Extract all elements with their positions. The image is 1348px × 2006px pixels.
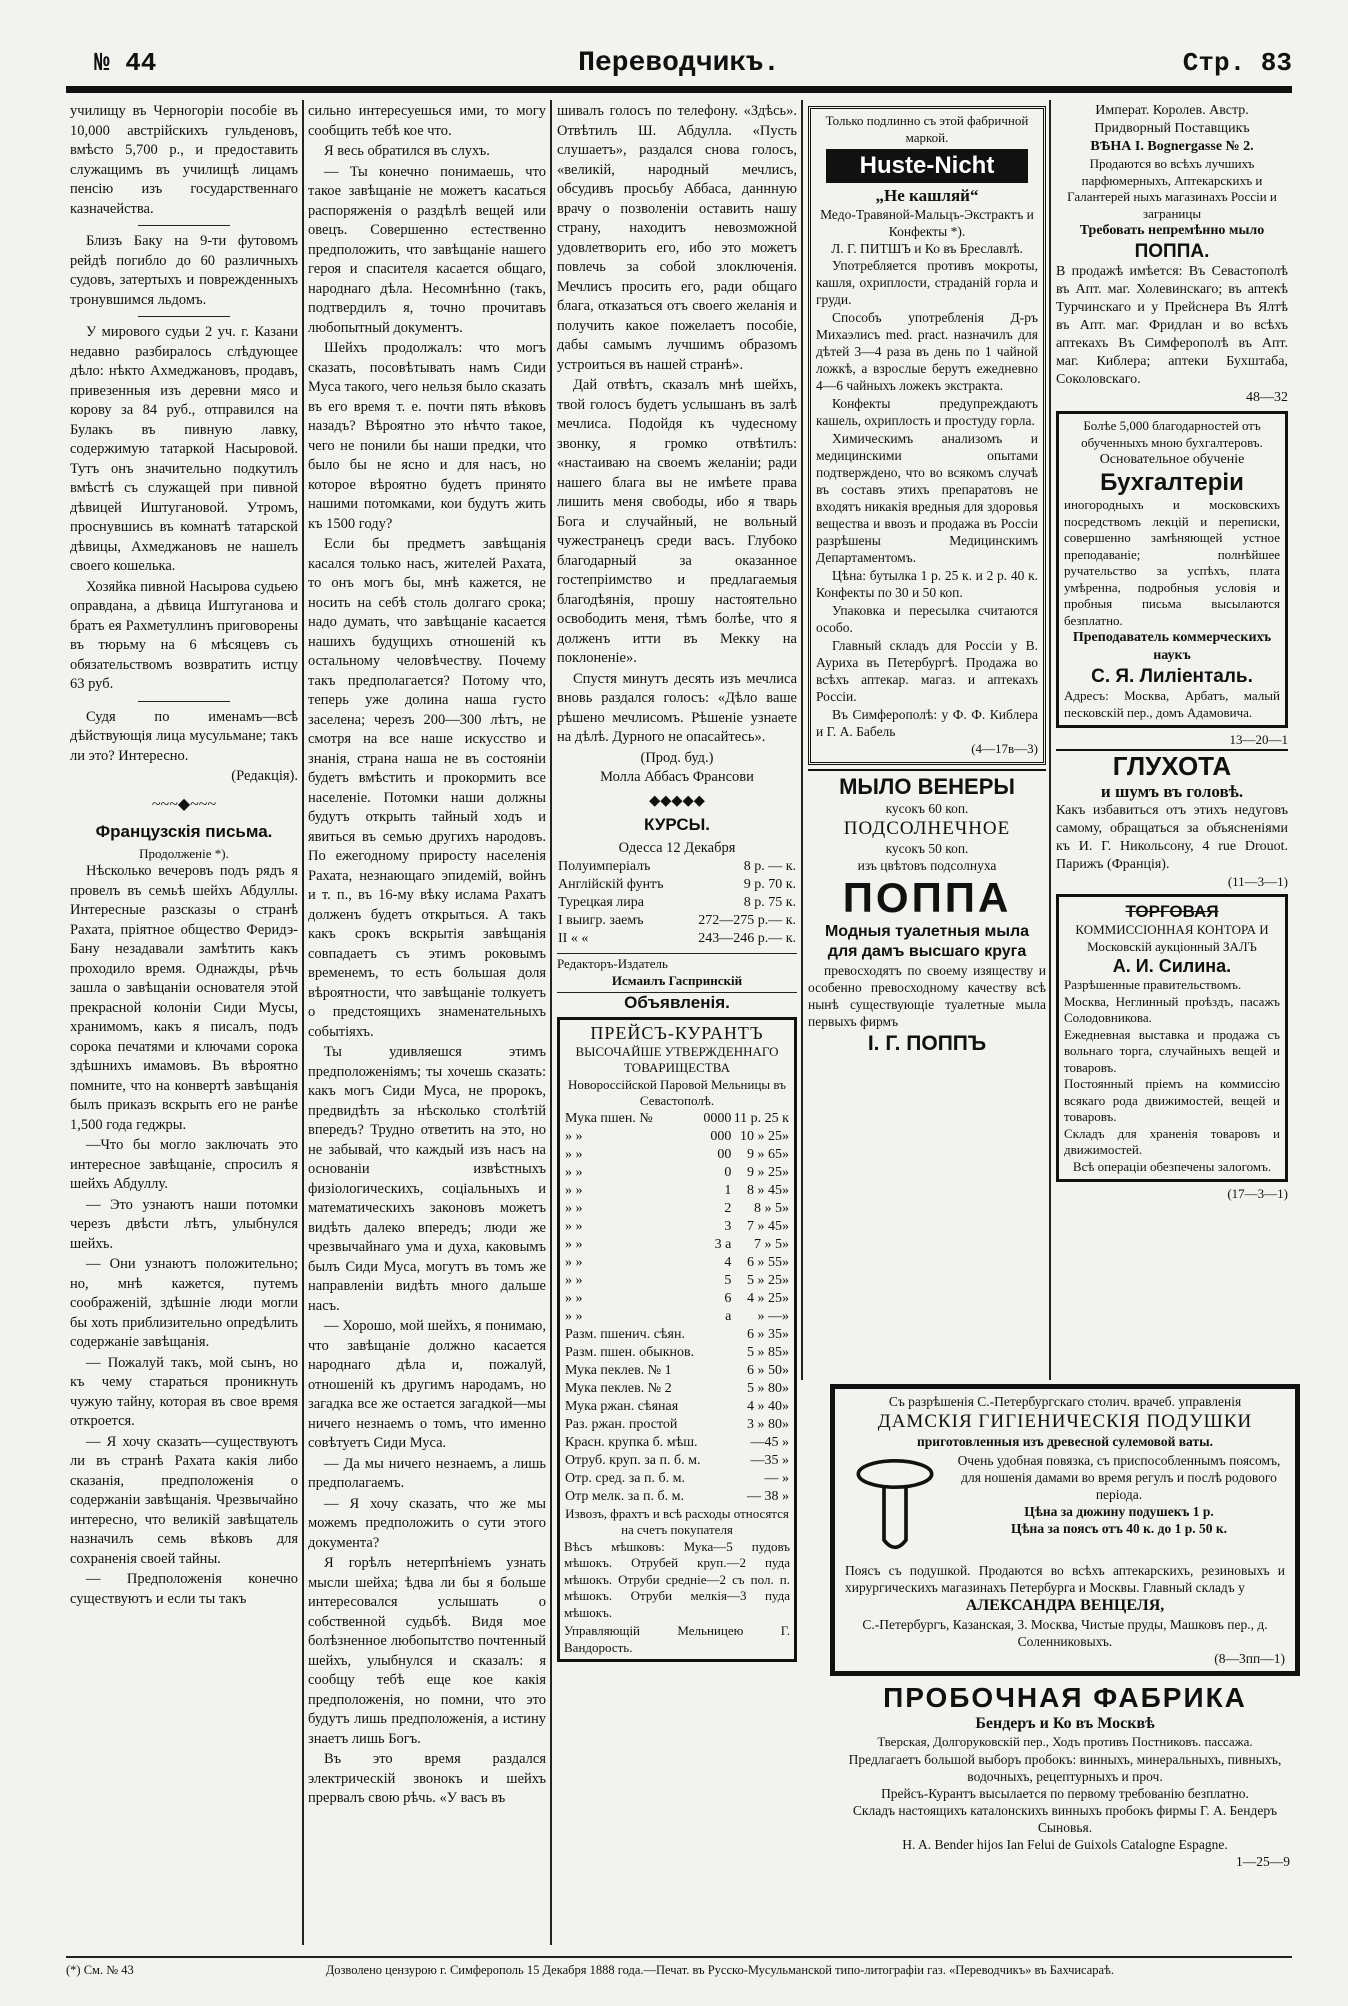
- table-row: [564, 1308, 790, 1326]
- signature: (Редакція).: [231, 768, 298, 784]
- firm-name: I. Г. ПОППЪ: [867, 1031, 987, 1055]
- article-paragraph: шивалъ голосъ по телефону. «Здѣсь». Отвѣтилъ Ш. Абдулла. «Пусть слушаетъ», раздался снова голосъ, «великій, народный мечлисъ, обсудивъ просьбу Аббаса, даннную врачу о позволеніи оставить нашу страну, находитъ невозможной удовлетворить его, ибо это можетъ повлечь за собой злоключенія. Мечлисъ просить его, ради общаго блага, отказаться отъ своего желанія и получить какое пожелаетъ пособіе, дабы самымъ лучшимъ образомъ устроиться въ нашей странѣ».: [557, 103, 797, 373]
- column-5: [1052, 102, 1292, 1203]
- grade: 0: [724, 1164, 732, 1180]
- article-paragraph: Дай отвѣтъ, сказалъ мнѣ шейхъ, твой голосъ будетъ услышанъ въ залѣ мечлиса. Подойдя къ чудесному звонку, я громко отвѣтилъ: «настаиваю на своемъ желаніи; ради нашего блага вы не имѣете права лишить меня свободы, ибо я тварь Бога и случайный, не вольный чужестранецъ среди васъ. Глубоко благодарный за оказанное гостепріимство и предлагаемыя благодѣянія, прошу настоятельно освободить меня, тѣмъ болѣе, что я долженъ итти въ Мекку на поклоненіе».: [557, 377, 797, 666]
- price: 6 » 50»: [747, 1362, 789, 1378]
- table-row: [564, 1344, 790, 1362]
- product: » »: [565, 1290, 583, 1306]
- ad-text: Ежедневная выставка и продажа съ вольнаго торга, случайныхъ вещей и товаровъ.: [1064, 1026, 1280, 1075]
- ad-text: иногородныхъ и московскихъ посредствомъ лекцій и переписки, совершенно замѣняющей устное преподаваніе; полнѣйшее ручательство за успѣхъ, плата умѣренна, подробныя условія и пробныя письма высылаются безплатно.: [1064, 497, 1280, 628]
- ad-text: приготовленныя изъ древесной сулемовой ваты.: [917, 1434, 1213, 1449]
- article-paragraph: — Они узнаютъ положительно; но, мнѣ кажется, путемъ соображеній, здѣшніе люди могли бы хоть приблизительно опредѣлить содержаніе завѣщанія.: [70, 1256, 298, 1350]
- ad-text: В продажѣ имѣется: Въ Севастополѣ въ Апт. маг. Холевинскаго; въ аптекѣ Турчинскаго и у Прейснера Въ Ялтѣ въ Апт. маг. Фридлан и во всѣхъ аптекахъ Въ Симферополѣ въ Апт. маг. Киблера; аптеки Бухштаба, Соколовскаго.: [1056, 264, 1288, 387]
- grade: [702, 1452, 732, 1470]
- price: 8 » 45»: [747, 1182, 789, 1198]
- product: » »: [565, 1164, 583, 1180]
- deafness-title: ГЛУХОТА: [1056, 749, 1288, 781]
- trade-name: А. И. Силина.: [1112, 956, 1232, 976]
- price: 6 » 35»: [747, 1326, 789, 1342]
- currency: Англійскій фунтъ: [558, 877, 664, 892]
- article-paragraph: Въ это время раздался электрическій звонокъ и шейхъ прервалъ свою рѣчь. «У васъ въ: [308, 1751, 546, 1806]
- product-name: „Не кашляй“: [875, 186, 979, 205]
- price: — 38 »: [747, 1488, 789, 1504]
- product: Отр. сред. за п. б. м.: [565, 1470, 685, 1486]
- column-divider: [550, 100, 552, 1945]
- grade: 0000: [703, 1110, 732, 1126]
- price: 7 » 45»: [747, 1218, 789, 1234]
- ad-code: 48—32: [1246, 390, 1288, 405]
- grade: 3 а: [714, 1236, 732, 1252]
- article-paragraph: —Что бы могло заключать это интересное завѣщаніе, спросилъ я шейхъ Абдуллу.: [70, 1137, 298, 1192]
- price: 8 » 5»: [754, 1200, 789, 1216]
- ad-address: ВѢНА I. Bognergasse № 2.: [1090, 139, 1254, 154]
- poppa-soap-ad: [808, 769, 1046, 1057]
- article-paragraph: — Хорошо, мой шейхъ, я понимаю, что завѣщаніе должно касается народнаго дѣла и, пожалуй, отношеній къ другимъ народамъ, но загадка все же остается загадкой—мы ничего незнаемъ о томъ, что именно совѣтуетъ Сиди Муса.: [308, 1318, 546, 1451]
- article-paragraph: Близъ Баку на 9-ти футовомъ рейдѣ погибло до 60 различныхъ судовъ, затертыхъ и поврежденныхъ тронувшимся льдомъ.: [70, 233, 298, 308]
- table-row: [557, 930, 797, 948]
- ornament: ~~~◆~~~: [151, 795, 217, 813]
- product: Отруб. круп. за п. б. м.: [565, 1452, 701, 1468]
- ads-heading: Объявленія.: [557, 992, 797, 1013]
- table-row: [564, 1128, 790, 1146]
- teacher-name: С. Я. Лиліенталь.: [1091, 666, 1253, 687]
- price: Цѣна за дюжину подушекъ 1 р.: [1024, 1504, 1214, 1519]
- article-paragraph: — Пожалуй такъ, мой сынъ, но къ чему стараться проникнуть чужую тайну, которая въ свое время откроется.: [70, 1354, 298, 1429]
- table-row: [557, 858, 797, 876]
- censor-line: Дозволено цензурою г. Симферополь 15 Декабря 1888 года.—Печат. въ Русско-Мусульманской типо-литографіи газ. «Переводчикъ» въ Бахчисараѣ.: [325, 1963, 1115, 1977]
- column-2: [304, 102, 550, 1810]
- article-paragraph: У мирового судьи 2 уч. г. Казани недавно разбиралось слѣдующее дѣло: нѣкто Ахмеджановъ, продавъ, привезенныя изъ деревни мясо и корову за 84 руб., отправился на Булакъ въ пивную лавку, содержимую татаркой Насыровой. Тутъ онъ значительно подкутилъ вмѣстѣ съ служащей при пивной дѣвицей Иштугановой. Утромъ, проснувшись въ комнатѣ татарской дѣвицы, Ахмеджановъ не нашелъ своего кошелька.: [70, 324, 298, 574]
- firm-name: АЛЕКСАНДРА ВЕНЦЕЛЯ,: [965, 1597, 1165, 1614]
- section-title: Французскія письма.: [95, 822, 273, 841]
- ad-text: Разрѣшенные правительствомъ.: [1064, 977, 1242, 992]
- ad-text: Болѣе 5,000 благодарностей отъ обученныхъ мною бухгалтеровъ.: [1081, 418, 1263, 450]
- price: 9 » 65»: [747, 1146, 789, 1162]
- article-paragraph: — Да мы ничего незнаемъ, а лишь предполагаемъ.: [308, 1455, 546, 1491]
- price: 5 » 85»: [747, 1344, 789, 1360]
- footnote: (*) См. № 43: [66, 1963, 134, 1977]
- ad-code: (17—3—1): [1227, 1186, 1288, 1201]
- belt-illustration-icon: [845, 1452, 945, 1562]
- ad-code: (4—17в—3): [971, 741, 1038, 756]
- product: » »: [565, 1308, 583, 1324]
- cork-title: ПРОБОЧНАЯ ФАБРИКА: [883, 1682, 1247, 1713]
- article-paragraph: Если бы предметъ завѣщанія касался только насъ, жителей Рахата, то онъ могъ бы, мнѣ кажется, не носить на себѣ столь долгаго срока; надо думать, что завѣщаніе касается нашихъ будущихъ отношеній къ остальному человѣчеству. Почему такъ предполагается? Потому что, теперь уже долина наша густо заселена; черезъ 200—300 лѣтъ, не смотря на все наше искусство и знанія, страна наша не въ состояніи будетъ вмѣстить и прокормить все населеніе. Потомки наши должны будутъ открыть тайный ходъ и явиться въ семью другихъ народовъ. По ежегодному приросту населенія Рахата, незнающаго эпидемій, войнъ и т. п., въ 16-му вѣку ислама Рахатъ долженъ будетъ открыться. А такъ какъ срокъ вскрытія завѣщанія совпадаетъ съ этимъ роковымъ временемъ, то есть большая доля вѣроятности, что завѣщаніе толкуетъ о предстоящихъ знаменательныхъ событіяхъ.: [308, 536, 546, 1040]
- issue-number: № 44: [94, 48, 157, 78]
- editor-name: Исмаилъ Гаспринскій: [611, 972, 743, 988]
- price: 10 » 25»: [740, 1128, 789, 1144]
- price: —35 »: [750, 1452, 789, 1468]
- cork-factory-ad: [830, 1682, 1300, 1874]
- ad-text: Цѣна: бутылка 1 р. 25 к. и 2 р. 40 к. Конфекты по 30 и 50 коп.: [816, 568, 1038, 600]
- article-paragraph: Судя по именамъ—всѣ дѣйствующія лица мусульмане; такъ ли это? Интересно.: [70, 708, 298, 764]
- ad-text: Продаются во всѣхъ лучшихъ парфюмерныхъ, Аптекарскихъ и Галантерей ныхъ магазинахъ Россіи и заграницы: [1067, 156, 1277, 221]
- price: —45 »: [750, 1434, 789, 1450]
- ad-code: (11—3—1): [1227, 873, 1288, 889]
- product: » »: [565, 1236, 583, 1252]
- product: » »: [565, 1182, 583, 1198]
- grade: 3: [724, 1218, 732, 1234]
- product: Разм. пшен. обыкнов.: [565, 1344, 695, 1360]
- table-row: [557, 876, 797, 894]
- courses-date: Одесса 12 Декабря: [618, 839, 736, 856]
- table-row: [564, 1146, 790, 1164]
- rate: 8 р. 75 к.: [743, 895, 796, 910]
- trade-title: ТОРГОВАЯ: [1125, 902, 1219, 921]
- table-row: [564, 1236, 790, 1254]
- column-3: [553, 102, 801, 1666]
- ad-text: H. A. Bender hijos Ian Felui de Guixols Catalogne Espagne.: [902, 1836, 1228, 1852]
- ad-text: Химическимъ анализомъ и медицинскими опытами подтверждено, что во всякомъ случаѣ въ составъ этихъ препаратовъ не входятъ никакія вредныя для здоровья вещества и ввозъ и продажа въ Россіи разрѣшены Медицинскимъ Департаментомъ.: [816, 431, 1038, 565]
- product: Красн. крупка б. мѣш.: [565, 1434, 698, 1450]
- article-paragraph: сильно интересуешься ими, то могу сообщить тебѣ кое что.: [308, 103, 546, 139]
- ad-text: Въ Симферополѣ: у Ф. Ф. Киблера и Г. А. Бабель: [816, 707, 1038, 739]
- product: Мука пшен. №: [565, 1110, 653, 1126]
- price: » —»: [757, 1308, 789, 1324]
- article-paragraph: Нѣсколько вечеровъ подъ рядъ я провелъ въ семьѣ шейхъ Абдуллы. Интересные разсказы о странѣ Рахата, пріятное общество Феридэ-Бану незадавали замѣтить какъ проходило время. Однажды, рѣчь зашла о завѣщаніи основателя этой прекрасной колоніи Сиди Мусы, хранимомъ, какъ я писалъ, подъ сорока печатями и ключами сорока здѣшнихъ имамовъ. Въ вѣроятно помните, что на конвертѣ завѣщанія былъ приказъ вскрыть его не ранѣе 1,500 года геджры.: [70, 863, 298, 1133]
- column-4: [804, 102, 1050, 1057]
- table-row: [564, 1470, 790, 1488]
- ad-text: Съ разрѣшенія С.-Петербургскаго столич. врачеб. управленія: [888, 1394, 1242, 1409]
- grade: [702, 1488, 732, 1506]
- editor-label: Редакторъ-Издатель: [557, 953, 797, 973]
- price-table: [564, 1110, 790, 1506]
- ad-address: Адресъ: Москва, Арбатъ, малый песковскій пер., домъ Адамовича.: [1064, 688, 1280, 720]
- deafness-subtitle: и шумъ въ головѣ.: [1100, 781, 1244, 801]
- rate: 9 р. 70 к.: [743, 877, 796, 892]
- poppa-name: ПОППА.: [1134, 241, 1210, 262]
- ad-text: Постоянный пріемъ на коммиссію всякаго рода движимостей, вещей и товаровъ.: [1064, 1076, 1280, 1124]
- price: 5 » 80»: [747, 1380, 789, 1396]
- price: 4 » 25»: [747, 1290, 789, 1306]
- price: 4 » 40»: [747, 1398, 789, 1414]
- exchange-rates-table: [557, 858, 797, 948]
- table-row: [564, 1218, 790, 1236]
- product: » »: [565, 1254, 583, 1270]
- bookkeeping-ad: [1056, 411, 1288, 728]
- column-1: [66, 102, 302, 1610]
- soap-title: МЫЛО ВЕНЕРЫ: [839, 773, 1015, 799]
- price: 11 р. 25 к: [733, 1110, 789, 1126]
- masthead-rule: [66, 86, 1292, 93]
- grade: 1: [724, 1182, 732, 1198]
- column-divider: [801, 100, 803, 1380]
- grade: 4: [724, 1254, 732, 1270]
- grade: а: [725, 1308, 732, 1324]
- currency: I выигр. заемъ: [558, 913, 644, 928]
- product: Мука ржан. сѣяная: [565, 1398, 679, 1414]
- ad-text: Поясъ съ подушкой. Продаются во всѣхъ аптекарскихъ, резиновыхъ и хирургическихъ магазинахъ Петербурга и Москвы. Главный складъ у: [845, 1563, 1285, 1595]
- wide-ads: [830, 1384, 1300, 1880]
- page-number: Стр. 83: [1182, 48, 1292, 78]
- table-row: [564, 1452, 790, 1470]
- article-paragraph: — Ты конечно понимаешь, что такое завѣщаніе не можетъ касаться распоряженія о раздѣлѣ вещей или овецъ. Совершенно естественно предположить, что завѣщаніе нашего героя и спасителя касается общаго, народнаго дѣла. Несомнѣнно (такъ, подтвердилъ я, точно прочитавъ любопытный документъ.: [308, 163, 546, 336]
- rate: 272—275 р.— к.: [698, 913, 796, 928]
- rate: 243—246 р.— к.: [698, 931, 796, 946]
- ad-text: Предлагаетъ большой выборъ пробокъ: винныхъ, минеральныхъ, пивныхъ, водочныхъ, рецептурныхъ и проч.: [848, 1751, 1282, 1784]
- ad-top: Только подлинно съ этой фабричной маркой.: [825, 113, 1029, 145]
- grade: 2: [724, 1200, 732, 1216]
- product: » »: [565, 1128, 583, 1144]
- currency: Турецкая лира: [558, 895, 644, 910]
- ad-text: Всѣ операціи обезпечены залогомъ.: [1072, 1158, 1272, 1174]
- ad-text: Императ. Королев. Австр. Придворный Поставщикъ: [1094, 103, 1250, 136]
- article-paragraph: Спустя минутъ десять изъ мечлиса вновь раздался голосъ: «Дѣло ваше рѣшено мечлисомъ. Рѣшеніе узнаете на дѣлѣ. Дурного не опасайтесь».: [557, 670, 797, 745]
- author: Молла Аббасъ Франсови: [600, 769, 754, 785]
- article-paragraph: училищу въ Черногоріи пособіе въ 10,000 австрійскихъ гульденовъ, вмѣсто 5,700 р., и предоставить служащимъ въ училищѣ лицамъ пенсію изъ государственнаго казначейства.: [70, 103, 298, 217]
- product: Мука пеклев. № 1: [565, 1362, 672, 1378]
- table-row: [564, 1488, 790, 1506]
- page-footer: [66, 1956, 1292, 1978]
- product: » »: [565, 1218, 583, 1234]
- ad-text: Требовать непремѣнно мыло: [1079, 223, 1265, 238]
- sunflower-title: ПОДСОЛНЕЧНОЕ: [843, 817, 1011, 839]
- price-signature: Управляющій Мельницею Г. Вандорость.: [564, 1623, 790, 1655]
- price-list-title: ПРЕЙСЪ-КУРАНТЪ: [590, 1022, 764, 1043]
- product: Отр мелк. за п. б. м.: [565, 1488, 684, 1504]
- table-row: [564, 1110, 790, 1128]
- pillow-title: ДАМСКІЯ ГИГІЕНИЧЕСКІЯ ПОДУШКИ: [877, 1411, 1253, 1432]
- table-row: [564, 1254, 790, 1272]
- table-row: [564, 1182, 790, 1200]
- sunflower-price: кусокъ 50 коп.: [885, 840, 969, 856]
- auction-ad: [1056, 894, 1288, 1182]
- huste-nicht-ad: [808, 106, 1046, 765]
- ad-code: (8—3пп—1): [1214, 1651, 1285, 1666]
- price-note: Извозъ, фрахтъ и всѣ расходы относятся на счетъ покупателя: [565, 1505, 789, 1537]
- product: Мука пеклев. № 2: [565, 1380, 672, 1396]
- ad-text: превосходятъ по своему изяществу и особенно превосходному качеству всѣ нынѣ существующіе туалетные мыла первыхъ фирмъ: [808, 962, 1046, 1029]
- brand-logo: Huste-Nicht: [826, 149, 1028, 183]
- ad-text: Преподаватель коммерческихъ наукъ: [1072, 630, 1272, 663]
- ornament: ◆◆◆◆◆: [649, 792, 705, 809]
- ad-text: Главный складъ для Россіи у В. Ауриха въ Петербургѣ. Продажа во всѣхъ аптекар. магаз. и аптекахъ Россіи.: [816, 638, 1038, 704]
- table-row: [557, 894, 797, 912]
- ad-address: Тверская, Долгоруковскій пер., Ходъ противъ Постниковъ. пассажа.: [877, 1734, 1253, 1749]
- price-note: Вѣсъ мѣшковъ: Мука—5 пудовъ мѣшокъ. Отрубей круп.—2 пуда мѣшокъ. Отруби средніе—2 съ пол. п. мѣшокъ. Отруби мелкія—3 пуда мѣшокъ.: [564, 1538, 790, 1620]
- grade: [702, 1416, 732, 1434]
- grade: 6: [724, 1290, 732, 1306]
- table-row: [564, 1362, 790, 1380]
- ad-text: Бендеръ и Ко въ Москвѣ: [975, 1715, 1155, 1732]
- grade: 00: [717, 1146, 732, 1162]
- soap-price: кусокъ 60 коп.: [885, 800, 969, 816]
- table-row: [564, 1434, 790, 1452]
- table-row: [564, 1416, 790, 1434]
- table-row: [564, 1326, 790, 1344]
- article-paragraph: Шейхъ продолжалъ: что могъ сказать, посовѣтывать намъ Сиди Муса такого, чего нельзя было сказать въ его время т. е. почти пять вѣковъ назадъ? Вѣроятно это нѣчто такое, чего не понили бы наши предки, что было бы не ясно и для насъ, но которое вѣроятно будетъ принято нашими потомками, кои будутъ жить къ 1500 году?: [308, 340, 546, 532]
- article-paragraph: Я весь обратился въ слухъ.: [324, 143, 490, 159]
- newspaper-title: Переводчикъ.: [578, 48, 780, 79]
- ad-text: Способъ употребленія Д-ръ Михаэлисъ med. pract. назначилъ для дѣтей 3—4 раза въ день по 1 чайной ложкѣ, а взрослые берутъ ежедневно 4—6 чайныхъ ложекъ экстракта.: [816, 310, 1038, 393]
- ad-text: Конфекты предупреждаютъ кашель, охриплость и простуду горла.: [816, 396, 1038, 428]
- product: » »: [565, 1200, 583, 1216]
- ad-address: С.-Петербургъ, Казанская, 3. Москва, Чистые пруды, Машковъ пер., д. Соленниковыхъ.: [862, 1617, 1268, 1649]
- price-list-subtitle: ВЫСОЧАЙШЕ УТВЕРЖДЕННАГО ТОВАРИЩЕСТВА: [575, 1043, 779, 1075]
- grade: [702, 1398, 732, 1416]
- product: » »: [565, 1272, 583, 1288]
- table-row: [564, 1398, 790, 1416]
- ad-text: Какъ избавиться отъ этихъ недуговъ самому, обращаться за объясненіями къ И. Г. Никольсону, 4 rue Drouot. Парижъ (Франція).: [1056, 802, 1288, 872]
- price-list-ad: [557, 1017, 797, 1663]
- price: 6 » 55»: [747, 1254, 789, 1270]
- currency: II « «: [558, 931, 589, 946]
- price: 3 » 80»: [747, 1416, 789, 1432]
- product-desc: Медо-Травяной-Мальцъ-Экстрактъ и Конфекты *).: [820, 207, 1034, 239]
- grade: 5: [724, 1272, 732, 1288]
- product: Раз. ржан. простой: [565, 1416, 678, 1432]
- ad-text: Употребляется противъ мокроты, кашля, охриплости, страданій горла и груди.: [816, 258, 1038, 307]
- section-subtitle: Продолженіе *).: [139, 845, 229, 861]
- ad-text: Прейсъ-Курантъ высылается по первому требованію безплатно.: [881, 1785, 1249, 1801]
- ad-code: 13—20—1: [1229, 732, 1288, 747]
- article-paragraph: Я горѣлъ нетерпѣніемъ узнать мысли шейха; ѣдва ли бы я больше интересовался услышать о собственной судьбѣ. Видя мое болѣзненное любопытство почтенный шейхъ, улыбнулся и сказалъ: я сообщу тебѣ еще кое какія предположенія, но помни, что это будутъ лишь предположенія, а истину знаетъ лишь Богъ.: [308, 1555, 546, 1747]
- ad-text: КОММИССІОННАЯ КОНТОРА И Московскій аукціонный ЗАЛЪ: [1075, 922, 1269, 954]
- masthead: [66, 48, 1292, 88]
- table-row: [564, 1164, 790, 1182]
- sunflower-desc: изъ цвѣтовъ подсолнуха: [857, 857, 997, 873]
- poppa-logo: ПОППА: [842, 873, 1012, 921]
- price-list-subtitle-2: Новороссійской Паровой Мельницы въ Севастополѣ.: [568, 1076, 786, 1108]
- grade: [702, 1470, 732, 1488]
- ad-text: Основательное обученіе: [1099, 452, 1245, 467]
- article-paragraph: — Я хочу сказать, что же мы можемъ предположить о сути этого документа?: [308, 1495, 546, 1551]
- ad-code: 1—25—9: [1236, 1853, 1290, 1869]
- article-paragraph: — Это узнаютъ наши потомки черезъ двѣсти лѣтъ, улыбнулся шейхъ.: [70, 1196, 298, 1252]
- price: — »: [764, 1470, 789, 1486]
- price: Цѣна за поясъ отъ 40 к. до 1 р. 50 к.: [1010, 1521, 1228, 1536]
- grade: [702, 1326, 732, 1344]
- rate: 8 р. — к.: [743, 859, 796, 874]
- grade: [702, 1434, 732, 1452]
- maker: Л. Г. ПИТШЪ и Ко въ Бреславлѣ.: [831, 241, 1023, 256]
- ad-text: Складъ для храненія товаровъ и движимостей.: [1064, 1125, 1280, 1157]
- table-row: [564, 1272, 790, 1290]
- hygienic-pillow-ad: [830, 1384, 1300, 1676]
- currency: Полуимперіалъ: [558, 859, 651, 874]
- continued-note: (Прод. буд.): [640, 749, 714, 766]
- table-row: [564, 1290, 790, 1308]
- grade: [702, 1362, 732, 1380]
- article-paragraph: — Предположенія конечно существуютъ и если ты такъ: [70, 1571, 298, 1607]
- table-row: [564, 1200, 790, 1218]
- article-paragraph: — Я хочу сказать—существуютъ ли въ странѣ Рахата какія либо сказанія, предположенія о содержаніи завѣщанія. Чрезвычайно интересно, что великій завѣщатель назначилъ семь вѣковъ для сохраненія своей тайны.: [70, 1433, 298, 1567]
- price: 7 » 5»: [754, 1236, 789, 1252]
- bookkeeping-title: Бухгалтеріи: [1100, 469, 1244, 496]
- ad-text: Очень удобная повязка, съ приспособленнымъ поясомъ, для ношенія дамами во время регулъ и послѣ родового періода.: [957, 1453, 1281, 1502]
- price: 5 » 25»: [747, 1272, 789, 1288]
- toilet-soap-heading: Модныя туалетныя мыла для дамъ высшаго круга: [824, 922, 1030, 960]
- ad-text: Упаковка и пересылка считаются особо.: [816, 603, 1038, 635]
- table-row: [557, 912, 797, 930]
- product: » »: [565, 1146, 583, 1162]
- ad-text: Складъ настоящихъ каталонскихъ винныхъ пробокъ фирмы Г. А. Бендеръ Сыновья.: [852, 1802, 1278, 1835]
- article-paragraph: Хозяйка пивной Насырова судьею оправдана, а дѣвица Иштуганова и братъ ея Рахметуллинъ приговорены въ тюрьму на 6 мѣсяцевъ съ обязательствомъ возвратить истцу 63 руб.: [70, 578, 298, 692]
- ad-text: Москва, Неглинный проѣздъ, пасажъ Солодовникова.: [1064, 993, 1280, 1025]
- table-row: [564, 1380, 790, 1398]
- price: 9 » 25»: [747, 1164, 789, 1180]
- grade: 000: [710, 1128, 732, 1144]
- grade: [702, 1380, 732, 1398]
- product: Разм. пшенич. сѣян.: [565, 1326, 685, 1342]
- courses-title: КУРСЫ.: [644, 815, 710, 834]
- grade: [702, 1344, 732, 1362]
- article-paragraph: Ты удивляешся этимъ предположеніямъ; ты хочешь сказать: какъ могъ Сиди Муса, не пророкъ, предвидѣть за нѣсколько столѣтій впередъ? Трудно ответить на это, но не забывай, что каждый изъ насъ на основаніи извѣстныхъ физіологическихъ, соціальныхъ и математическихъ законовъ можетъ видѣть далеко впередъ; люди же чрезвычайнаго ума и духа, каковымъ былъ Сиди Муса, могутъ въ томъ же направленіи видѣть много дальше насъ.: [308, 1044, 546, 1314]
